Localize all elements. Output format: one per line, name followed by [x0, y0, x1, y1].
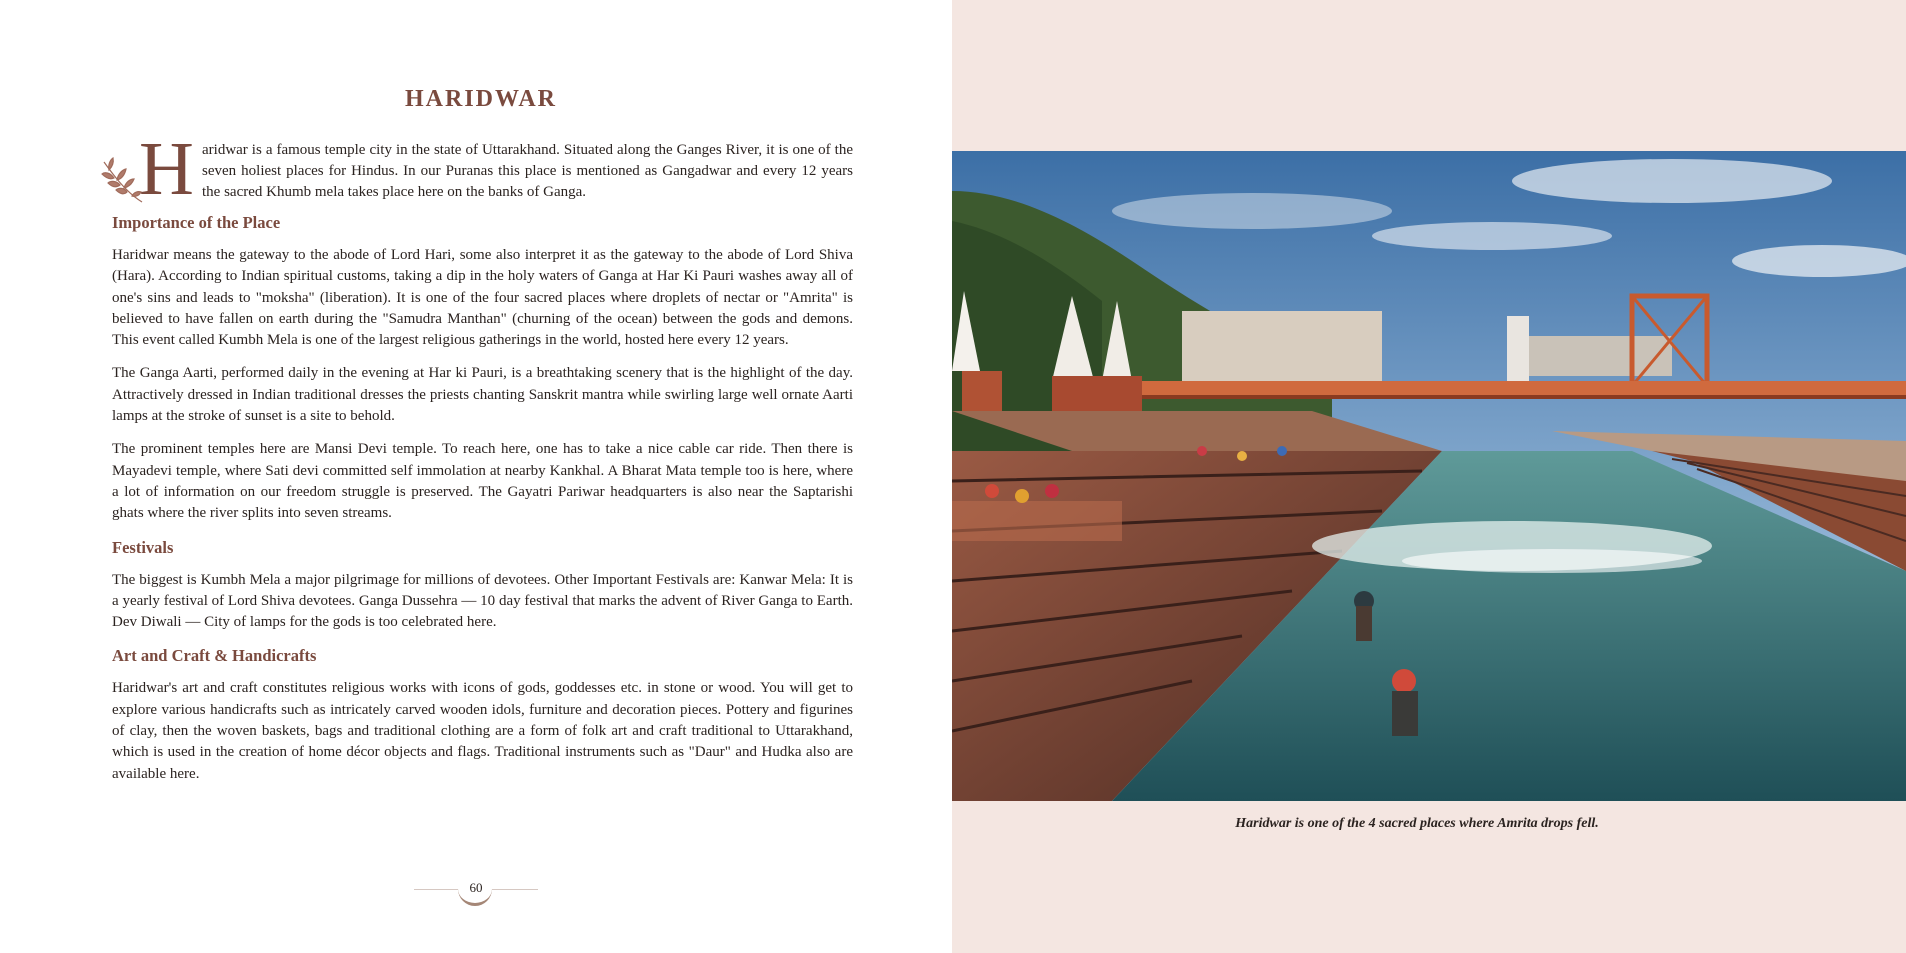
- drop-cap: H: [139, 127, 194, 211]
- heading-art-craft: Art and Craft & Handicrafts: [112, 646, 317, 666]
- right-page: [952, 0, 1906, 953]
- page-number-ornament: [414, 876, 538, 910]
- heading-importance: Importance of the Place: [112, 213, 281, 232]
- intro-block: [100, 127, 853, 211]
- paragraph: Haridwar's art and craft constitutes religious works with icons of gods, goddesses etc. in stone or wood. You will get to explore various handicrafts such as intricately carved wooden idols, furniture and decoration pieces. Pottery and figurines of clay, then the woven baskets, bags and traditional clothing are a form of folk art and craft traditional to Uttarakhand, which is used in the creation of home décor objects and flags. Traditional instruments such as "Daur" and Hudka also are available here.: [112, 680, 853, 782]
- left-page: [0, 0, 952, 953]
- article-body: [112, 212, 853, 797]
- paragraph: The prominent temples here are Mansi Devi temple. To reach here, one has to take a nice cable car ride. Then there is Mayadevi temple, where Sati devi committed self immolation at nearby Kankhal. A Bharat Mata temple too is here, where a lot of information on our freedom struggle is preserved. The Gayatri Pariwar headquarters is also near the Saptarishi ghats where the river splits into seven streams.: [112, 441, 853, 522]
- heading-festivals: Festivals: [112, 537, 174, 557]
- photo-caption: Haridwar is one of the 4 sacred places where Amrita drops fell.: [1235, 816, 1599, 831]
- intro-paragraph: aridwar is a famous temple city in the state of Uttarakhand. Situated along the Ganges River, it is one of the seven holiest places for Hindus. In our Puranas this place is mentioned as Gangadwar and every 12 years the sacred Khumb mela takes place here on the banks of Ganga.: [202, 142, 853, 200]
- paragraph: The Ganga Aarti, performed daily in the evening at Har ki Pauri, is a breathtaking scenery that is the highlight of the day. Attractively dressed in Indian traditional dresses the priests chanting Sanskrit mantra while swirling large well ornate Aarti lamps at the stroke of sunset is a site to behold.: [112, 365, 853, 425]
- page-number: 60: [469, 880, 483, 895]
- paragraph: Haridwar means the gateway to the abode of Lord Hari, some also interpret it as the gateway to the abode of Lord Shiva (Hara). According to Indian spiritual customs, taking a dip in the holy waters of Ganga at Har Ki Pauri washes away all of one's sins and leads to "moksha" (liberation). It is one of the four sacred places where droplets of nectar or "Amrita" is believed to have fallen on earth during the "Samudra Manthan" (churning of the ocean) between the gods and demons. This event called Kumbh Mela is one of the largest religious gatherings in the world, hosted here every 12 years.: [112, 247, 853, 349]
- leaf-sprig-icon: [100, 154, 144, 206]
- paragraph: The biggest is Kumbh Mela a major pilgrimage for millions of devotees. Other Important Festivals are: Kanwar Mela: It is a yearly festival of Lord Shiva devotees. Ganga Dussehra — 10 day festival that marks the advent of River Ganga to Earth. Dev Diwali — City of lamps for the gods is too celebrated here.: [112, 571, 853, 631]
- page-title: HARIDWAR: [404, 86, 557, 112]
- haridwar-ghat-photo: [952, 151, 1906, 801]
